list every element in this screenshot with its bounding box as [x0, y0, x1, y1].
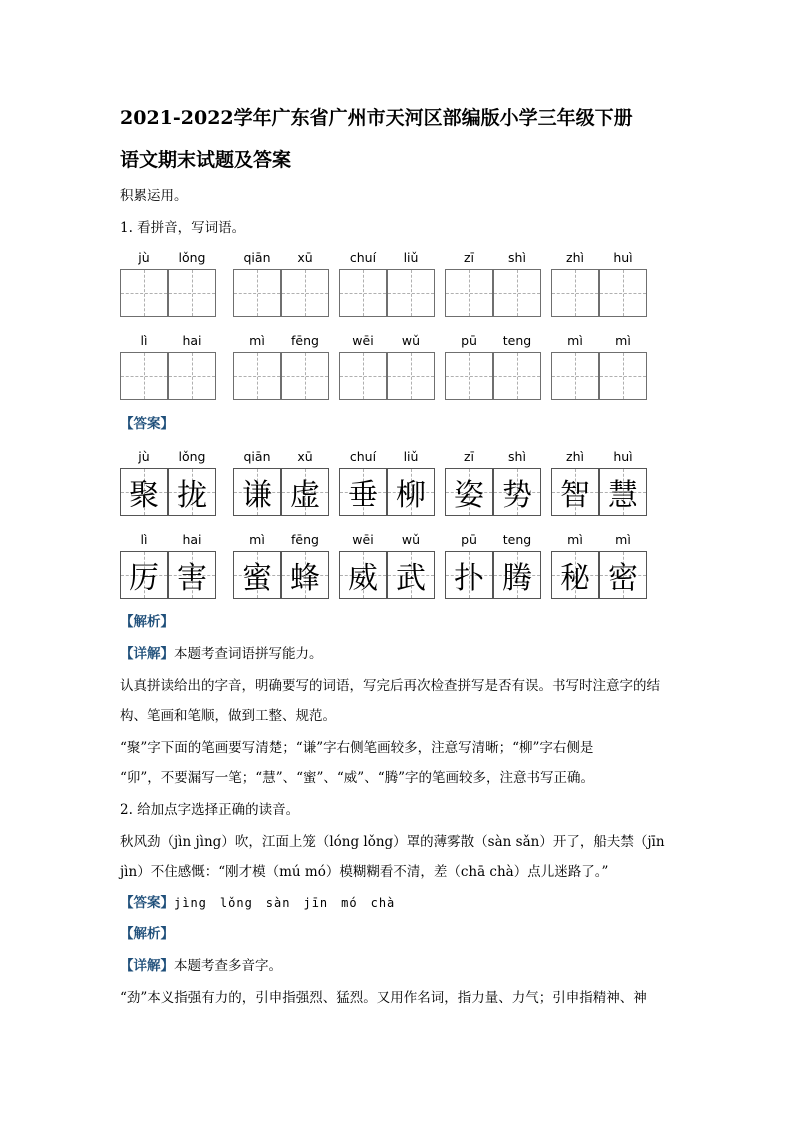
answer-char: 武	[396, 561, 426, 596]
answer-char-box	[339, 551, 387, 599]
word-cell	[120, 249, 218, 329]
writing-box[interactable]	[281, 269, 329, 317]
answer-char: 腾	[502, 561, 532, 596]
writing-box[interactable]	[120, 352, 168, 400]
pinyin-label: mì	[249, 532, 265, 547]
answer-char: 聚	[129, 478, 159, 513]
pinyin-label: liǔ	[403, 250, 419, 265]
pinyin-label: qiān	[243, 250, 271, 265]
answer-char: 虚	[290, 478, 320, 513]
paragraph-line: “聚”字下面的笔画要写清楚；“谦”字右侧笔画较多，注意写清晰；“柳”字右侧是	[120, 740, 594, 756]
answer-char: 拢	[177, 478, 207, 513]
answer-char: 蜂	[290, 561, 320, 596]
word-cell	[233, 249, 331, 329]
writing-box[interactable]	[445, 269, 493, 317]
answer-char-box	[120, 468, 168, 516]
answer-char: 密	[608, 561, 638, 596]
pinyin-label: wǔ	[401, 532, 421, 547]
pinyin-grid-row	[120, 332, 660, 412]
question-1: 1. 看拼音，写词语。	[120, 220, 246, 236]
writing-box[interactable]	[233, 352, 281, 400]
pinyin-label: xū	[297, 449, 313, 464]
word-cell	[551, 332, 649, 412]
word-cell	[120, 332, 218, 412]
word-cell	[339, 332, 437, 412]
writing-box[interactable]	[599, 352, 647, 400]
paragraph-line: “卯”，不要漏写一笔；“慧”、“蜜”、“威”、“腾”字的笔画较多，注意书写正确。	[120, 770, 595, 786]
paragraph-line: 构、笔画和笔顺，做到工整、规范。	[120, 708, 336, 724]
answer-char-box	[599, 468, 647, 516]
answer-char-box	[493, 551, 541, 599]
section-heading: 积累运用。	[120, 188, 188, 204]
pinyin-label: liǔ	[403, 449, 419, 464]
pinyin-label: mì	[567, 532, 583, 547]
writing-box[interactable]	[387, 269, 435, 317]
analysis-tag: 【解析】	[120, 614, 174, 630]
word-cell	[233, 531, 331, 611]
answer-grid-row	[120, 448, 660, 528]
word-cell	[120, 531, 218, 611]
writing-box[interactable]	[551, 352, 599, 400]
answer-char: 威	[348, 561, 378, 596]
pinyin-label: pū	[461, 333, 477, 348]
word-cell	[551, 249, 649, 329]
answer-char-box	[551, 468, 599, 516]
doc-title-line2: 语文期末试题及答案	[120, 149, 292, 171]
word-cell	[339, 531, 437, 611]
pinyin-label: xū	[297, 250, 313, 265]
answer-char-box	[281, 551, 329, 599]
writing-box[interactable]	[551, 269, 599, 317]
pinyin-label: teng	[502, 333, 532, 348]
pinyin-label: zhì	[566, 250, 584, 265]
pinyin-label: chuí	[349, 250, 377, 265]
pinyin-label: pū	[461, 532, 477, 547]
answer-char-box	[387, 551, 435, 599]
pinyin-label: wēi	[352, 532, 374, 547]
word-cell	[445, 332, 543, 412]
pinyin-label: teng	[502, 532, 532, 547]
pinyin-label: zī	[463, 250, 475, 265]
answer-char: 秘	[560, 561, 590, 596]
detail-text: 本题考查词语拼写能力。	[174, 646, 323, 662]
answer-text: jìng lǒng sàn jīn mó chà	[174, 896, 396, 910]
answer-char: 慧	[608, 478, 638, 513]
writing-box[interactable]	[493, 352, 541, 400]
detail-tag: 【详解】	[120, 646, 174, 662]
pinyin-label: wēi	[352, 333, 374, 348]
word-cell	[233, 332, 331, 412]
pinyin-label: fēng	[291, 532, 319, 547]
answer-char-box	[445, 551, 493, 599]
word-cell	[445, 448, 543, 528]
word-cell	[551, 531, 649, 611]
answer-tag: 【答案】	[120, 895, 174, 911]
answer-char: 厉	[129, 561, 159, 596]
answer-char-box	[120, 551, 168, 599]
paragraph-line: 认真拼读给出的字音，明确要写的词语，写完后再次检查拼写是否有误。书写时注意字的结	[120, 678, 660, 694]
answer-char-box	[445, 468, 493, 516]
answer-char: 柳	[396, 478, 426, 513]
answer-char-box	[281, 468, 329, 516]
answer-char: 谦	[242, 478, 272, 513]
pinyin-label: lì	[140, 532, 148, 547]
answer-grid-row	[120, 531, 660, 611]
pinyin-label: shì	[508, 250, 526, 265]
writing-box[interactable]	[599, 269, 647, 317]
detail-line	[120, 644, 323, 664]
answer-char-box	[233, 551, 281, 599]
answer-char-box	[339, 468, 387, 516]
answer-char-box	[551, 551, 599, 599]
answer-char: 智	[560, 478, 590, 513]
pinyin-label: huì	[613, 449, 633, 464]
pinyin-label: zī	[463, 449, 475, 464]
pinyin-label: qiān	[243, 449, 271, 464]
pinyin-label: mì	[249, 333, 265, 348]
writing-box[interactable]	[387, 352, 435, 400]
answer-char: 势	[502, 478, 532, 513]
word-cell	[339, 249, 437, 329]
writing-box[interactable]	[233, 269, 281, 317]
answer-line	[120, 893, 395, 913]
word-cell	[120, 448, 218, 528]
pinyin-label: huì	[613, 250, 633, 265]
answer-char-box	[168, 551, 216, 599]
writing-box[interactable]	[493, 269, 541, 317]
pinyin-label: mì	[615, 333, 631, 348]
writing-box[interactable]	[281, 352, 329, 400]
pinyin-label: lì	[140, 333, 148, 348]
question-2: 2. 给加点字选择正确的读音。	[120, 802, 300, 818]
pinyin-label: mì	[567, 333, 583, 348]
answer-tag: 【答案】	[120, 416, 174, 432]
answer-char-box	[233, 468, 281, 516]
writing-box[interactable]	[168, 352, 216, 400]
pinyin-label: lǒng	[178, 449, 206, 464]
pinyin-label: wǔ	[401, 333, 421, 348]
word-cell	[233, 448, 331, 528]
word-cell	[445, 531, 543, 611]
pinyin-label: zhì	[566, 449, 584, 464]
answer-char: 姿	[454, 478, 484, 513]
analysis-tag: 【解析】	[120, 926, 174, 942]
question-2-line1: 秋风劲（jìn jìng）吹，江面上笼（lóng lǒng）罩的薄雾散（sàn sǎn）开了，船夫禁（jīn	[120, 834, 665, 850]
word-cell	[445, 249, 543, 329]
pinyin-label: jù	[138, 250, 150, 265]
detail-text: 本题考查多音字。	[174, 958, 282, 974]
question-2-line2: jìn）不住感慨：“刚才模（mú mó）模糊糊看不清，差（chā chà）点儿迷路了。”	[120, 864, 609, 880]
writing-box[interactable]	[120, 269, 168, 317]
answer-char: 扑	[454, 561, 484, 596]
pinyin-label: jù	[138, 449, 150, 464]
pinyin-label: lǒng	[178, 250, 206, 265]
pinyin-label: hai	[182, 532, 202, 547]
pinyin-grid-row	[120, 249, 660, 329]
paragraph-line: “劲”本义指强有力的，引申指强烈、猛烈。又用作名词，指力量、力气；引申指精神、神	[120, 990, 647, 1006]
pinyin-label: shì	[508, 449, 526, 464]
writing-box[interactable]	[445, 352, 493, 400]
answer-char: 蜜	[242, 561, 272, 596]
pinyin-label: fēng	[291, 333, 319, 348]
detail-tag: 【详解】	[120, 958, 174, 974]
answer-char-box	[387, 468, 435, 516]
answer-char-box	[168, 468, 216, 516]
writing-box[interactable]	[168, 269, 216, 317]
word-cell	[551, 448, 649, 528]
detail-line	[120, 956, 282, 976]
pinyin-label: hai	[182, 333, 202, 348]
writing-box[interactable]	[339, 269, 387, 317]
doc-title-line1: 2021-2022学年广东省广州市天河区部编版小学三年级下册	[120, 107, 633, 129]
answer-char: 垂	[348, 478, 378, 513]
pinyin-label: chuí	[349, 449, 377, 464]
answer-char: 害	[177, 561, 207, 596]
answer-char-box	[493, 468, 541, 516]
pinyin-label: mì	[615, 532, 631, 547]
writing-box[interactable]	[339, 352, 387, 400]
answer-char-box	[599, 551, 647, 599]
word-cell	[339, 448, 437, 528]
